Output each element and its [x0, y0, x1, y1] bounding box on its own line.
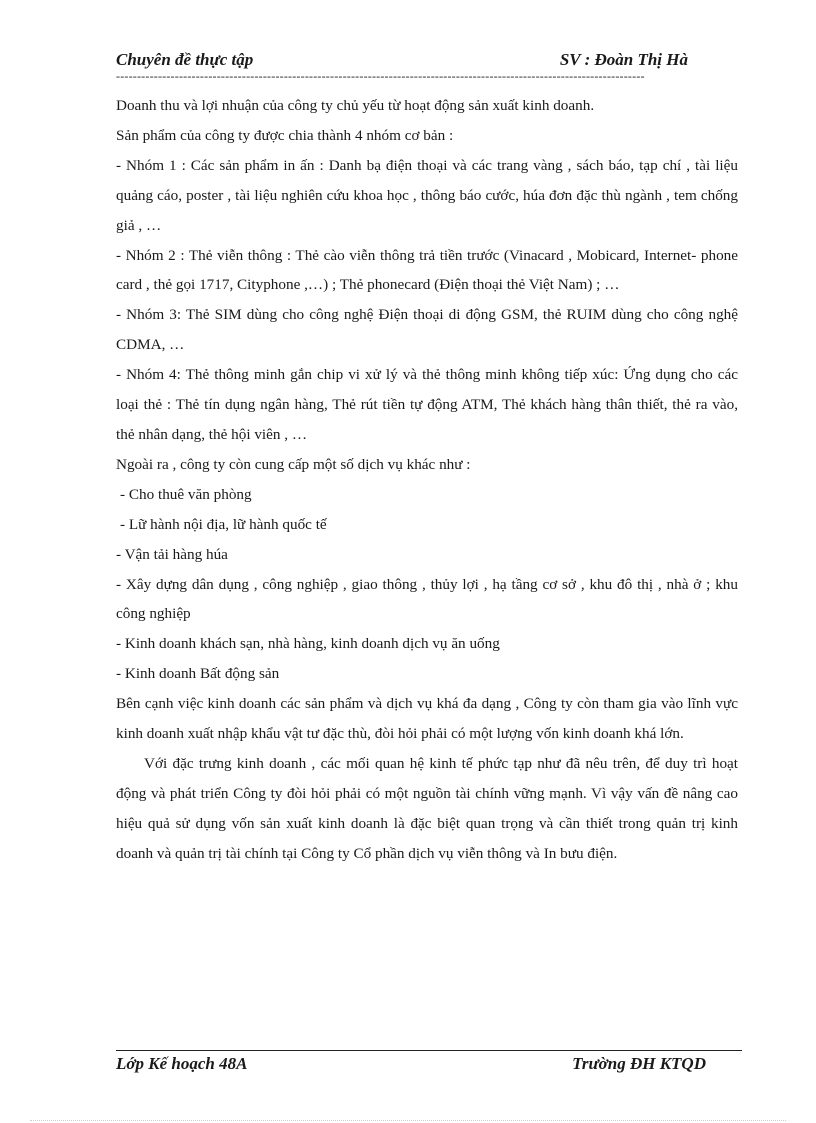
footer-class: Lớp Kế hoạch 48A: [116, 1054, 248, 1073]
list-item-group-1: - Nhóm 1 : Các sản phẩm in ấn : Danh bạ điện thoại và các trang vàng , sách báo, tạp chí , tài liệu quảng cáo, poster , tài liệu nghiên cứu khoa học , thông báo cước, húa đơn đặc thù ngành , tem chống giả , …: [116, 156, 738, 234]
footer-divider: [116, 1050, 742, 1051]
paragraph-product-groups: Sản phẩm của công ty được chia thành 4 nhóm cơ bản :: [116, 126, 454, 144]
header-divider: ------------------------------------------------------------------------------------------------------------------------------: [116, 70, 645, 82]
footer-school: Trường ĐH KTQD: [572, 1054, 706, 1073]
list-item-group-4: - Nhóm 4: Thẻ thông minh gắn chip vi xử lý và thẻ thông minh không tiếp xúc: Ứng dụng cho các loại thẻ : Thẻ tín dụng ngân hàng, Thẻ rút tiền tự động ATM, Thẻ khách hàng thân thiết, thẻ ra vào, thẻ nhân dạng, thẻ hội viên , …: [116, 366, 738, 443]
page-footer: [116, 1054, 706, 1076]
list-item-group-2: - Nhóm 2 : Thẻ viễn thông : Thẻ cào viễn thông trả tiền trước (Vinacard , Mobicard, Internet- phone card , thẻ gọi 1717, Cityphone ,…) ; Thẻ phonecard (Điện thoại thẻ Việt Nam) ; …: [116, 246, 738, 294]
page-header: [116, 50, 688, 72]
header-title: Chuyên đề thực tập: [116, 50, 254, 69]
list-item-transport: - Vận tải hàng húa: [116, 545, 228, 563]
paragraph-conclusion: Với đặc trưng kinh doanh , các mối quan hệ kinh tế phức tạp như đã nêu trên, để duy trì hoạt động và phát triển Công ty đòi hỏi phải có một nguồn tài chính vững mạnh. Vì vậy vấn đề nâng cao hiệu quả sử dụng vốn sản xuất kinh doanh là đặc biệt quan trọng và cần thiết trong quản trị kinh doanh và quản trị tài chính tại Công ty Cổ phần dịch vụ viễn thông và In bưu điện.: [116, 754, 738, 862]
document-body: [116, 91, 738, 869]
page-bottom-border: [30, 1120, 786, 1121]
paragraph-revenue: Doanh thu và lợi nhuận của công ty chủ yếu từ hoạt động sản xuất kinh doanh.: [116, 97, 595, 114]
paragraph-import-export: Bên cạnh việc kinh doanh các sản phẩm và dịch vụ khá đa dạng , Công ty còn tham gia vào lĩnh vực kinh doanh xuất nhập khẩu vật tư đặc thù, đòi hỏi phải có một lượng vốn kinh doanh khá lớn.: [116, 695, 738, 743]
paragraph-other-services: Ngoài ra , công ty còn cung cấp một số dịch vụ khác như :: [116, 455, 471, 473]
list-item-office-rental: - Cho thuê văn phòng: [120, 485, 252, 503]
list-item-construction: - Xây dựng dân dụng , công nghiệp , giao thông , thủy lợi , hạ tầng cơ sở , khu đô thị , nhà ở ; khu công nghiệp: [116, 575, 738, 623]
list-item-group-3: - Nhóm 3: Thẻ SIM dùng cho công nghệ Điện thoại di động GSM, thẻ RUIM dùng cho công nghệ CDMA, …: [116, 306, 738, 354]
header-author: SV : Đoàn Thị Hà: [559, 50, 688, 69]
list-item-travel: - Lữ hành nội địa, lữ hành quốc tế: [120, 515, 327, 533]
list-item-real-estate: - Kinh doanh Bất động sản: [116, 665, 280, 683]
list-item-hotel: - Kinh doanh khách sạn, nhà hàng, kinh doanh dịch vụ ăn uống: [116, 635, 500, 653]
